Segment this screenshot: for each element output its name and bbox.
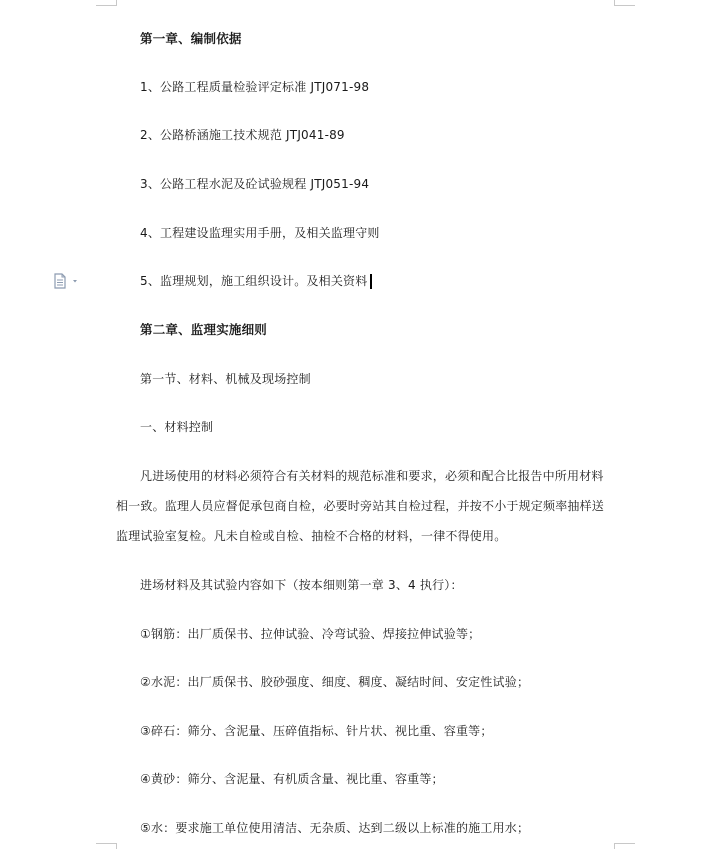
- crop-mark-bottom-left: [96, 843, 117, 849]
- list-item: 5、监理规划，施工组织设计。及相关资料: [140, 274, 368, 288]
- list-item: 3、公路工程水泥及砼试验规程 JTJ051-94: [140, 177, 370, 191]
- crop-mark-top-left: [96, 0, 117, 6]
- caret-down-icon: [73, 280, 77, 283]
- body-text-line: 凡进场使用的材料必须符合有关材料的规范标准和要求，必须和配合比报告中所用材料: [140, 469, 604, 483]
- body-text-line: 进场材料及其试验内容如下（按本细则第一章 3、4 执行）：: [140, 578, 463, 592]
- subsection-heading: 一、材料控制: [140, 420, 214, 434]
- text-cursor: [370, 274, 372, 289]
- list-item: ②水泥：出厂质保书、胶砂强度、细度、稠度、凝结时间、安定性试验；: [140, 675, 530, 689]
- body-text-line: 监理试验室复检。凡未自检或自检、抽检不合格的材料，一律不得使用。: [116, 529, 507, 543]
- list-item: ⑤水：要求施工单位使用清洁、无杂质、达到二级以上标准的施工用水；: [140, 821, 530, 835]
- document-icon: [55, 274, 65, 288]
- list-item: 4、工程建设监理实用手册，及相关监理守则: [140, 226, 380, 240]
- list-item: 2、公路桥涵施工技术规范 JTJ041-89: [140, 128, 345, 142]
- paragraph-marker[interactable]: [54, 273, 82, 289]
- section-heading: 第一节、材料、机械及现场控制: [140, 372, 311, 386]
- crop-mark-top-right: [614, 0, 635, 6]
- list-item: ①钢筋：出厂质保书、拉伸试验、冷弯试验、焊接拉伸试验等；: [140, 627, 481, 641]
- chapter-heading: 第一章、编制依据: [140, 31, 242, 46]
- body-text-line: 相一致。监理人员应督促承包商自检，必要时旁站其自检过程，并按不小于规定频率抽样送: [116, 499, 605, 513]
- chapter-heading: 第二章、监理实施细则: [140, 322, 268, 337]
- crop-mark-bottom-right: [614, 843, 635, 849]
- list-item: ③碎石：筛分、含泥量、压碎值指标、针片状、视比重、容重等；: [140, 724, 493, 738]
- list-item: 1、公路工程质量检验评定标准 JTJ071-98: [140, 80, 370, 94]
- list-item: ④黄砂：筛分、含泥量、有机质含量、视比重、容重等；: [140, 772, 444, 786]
